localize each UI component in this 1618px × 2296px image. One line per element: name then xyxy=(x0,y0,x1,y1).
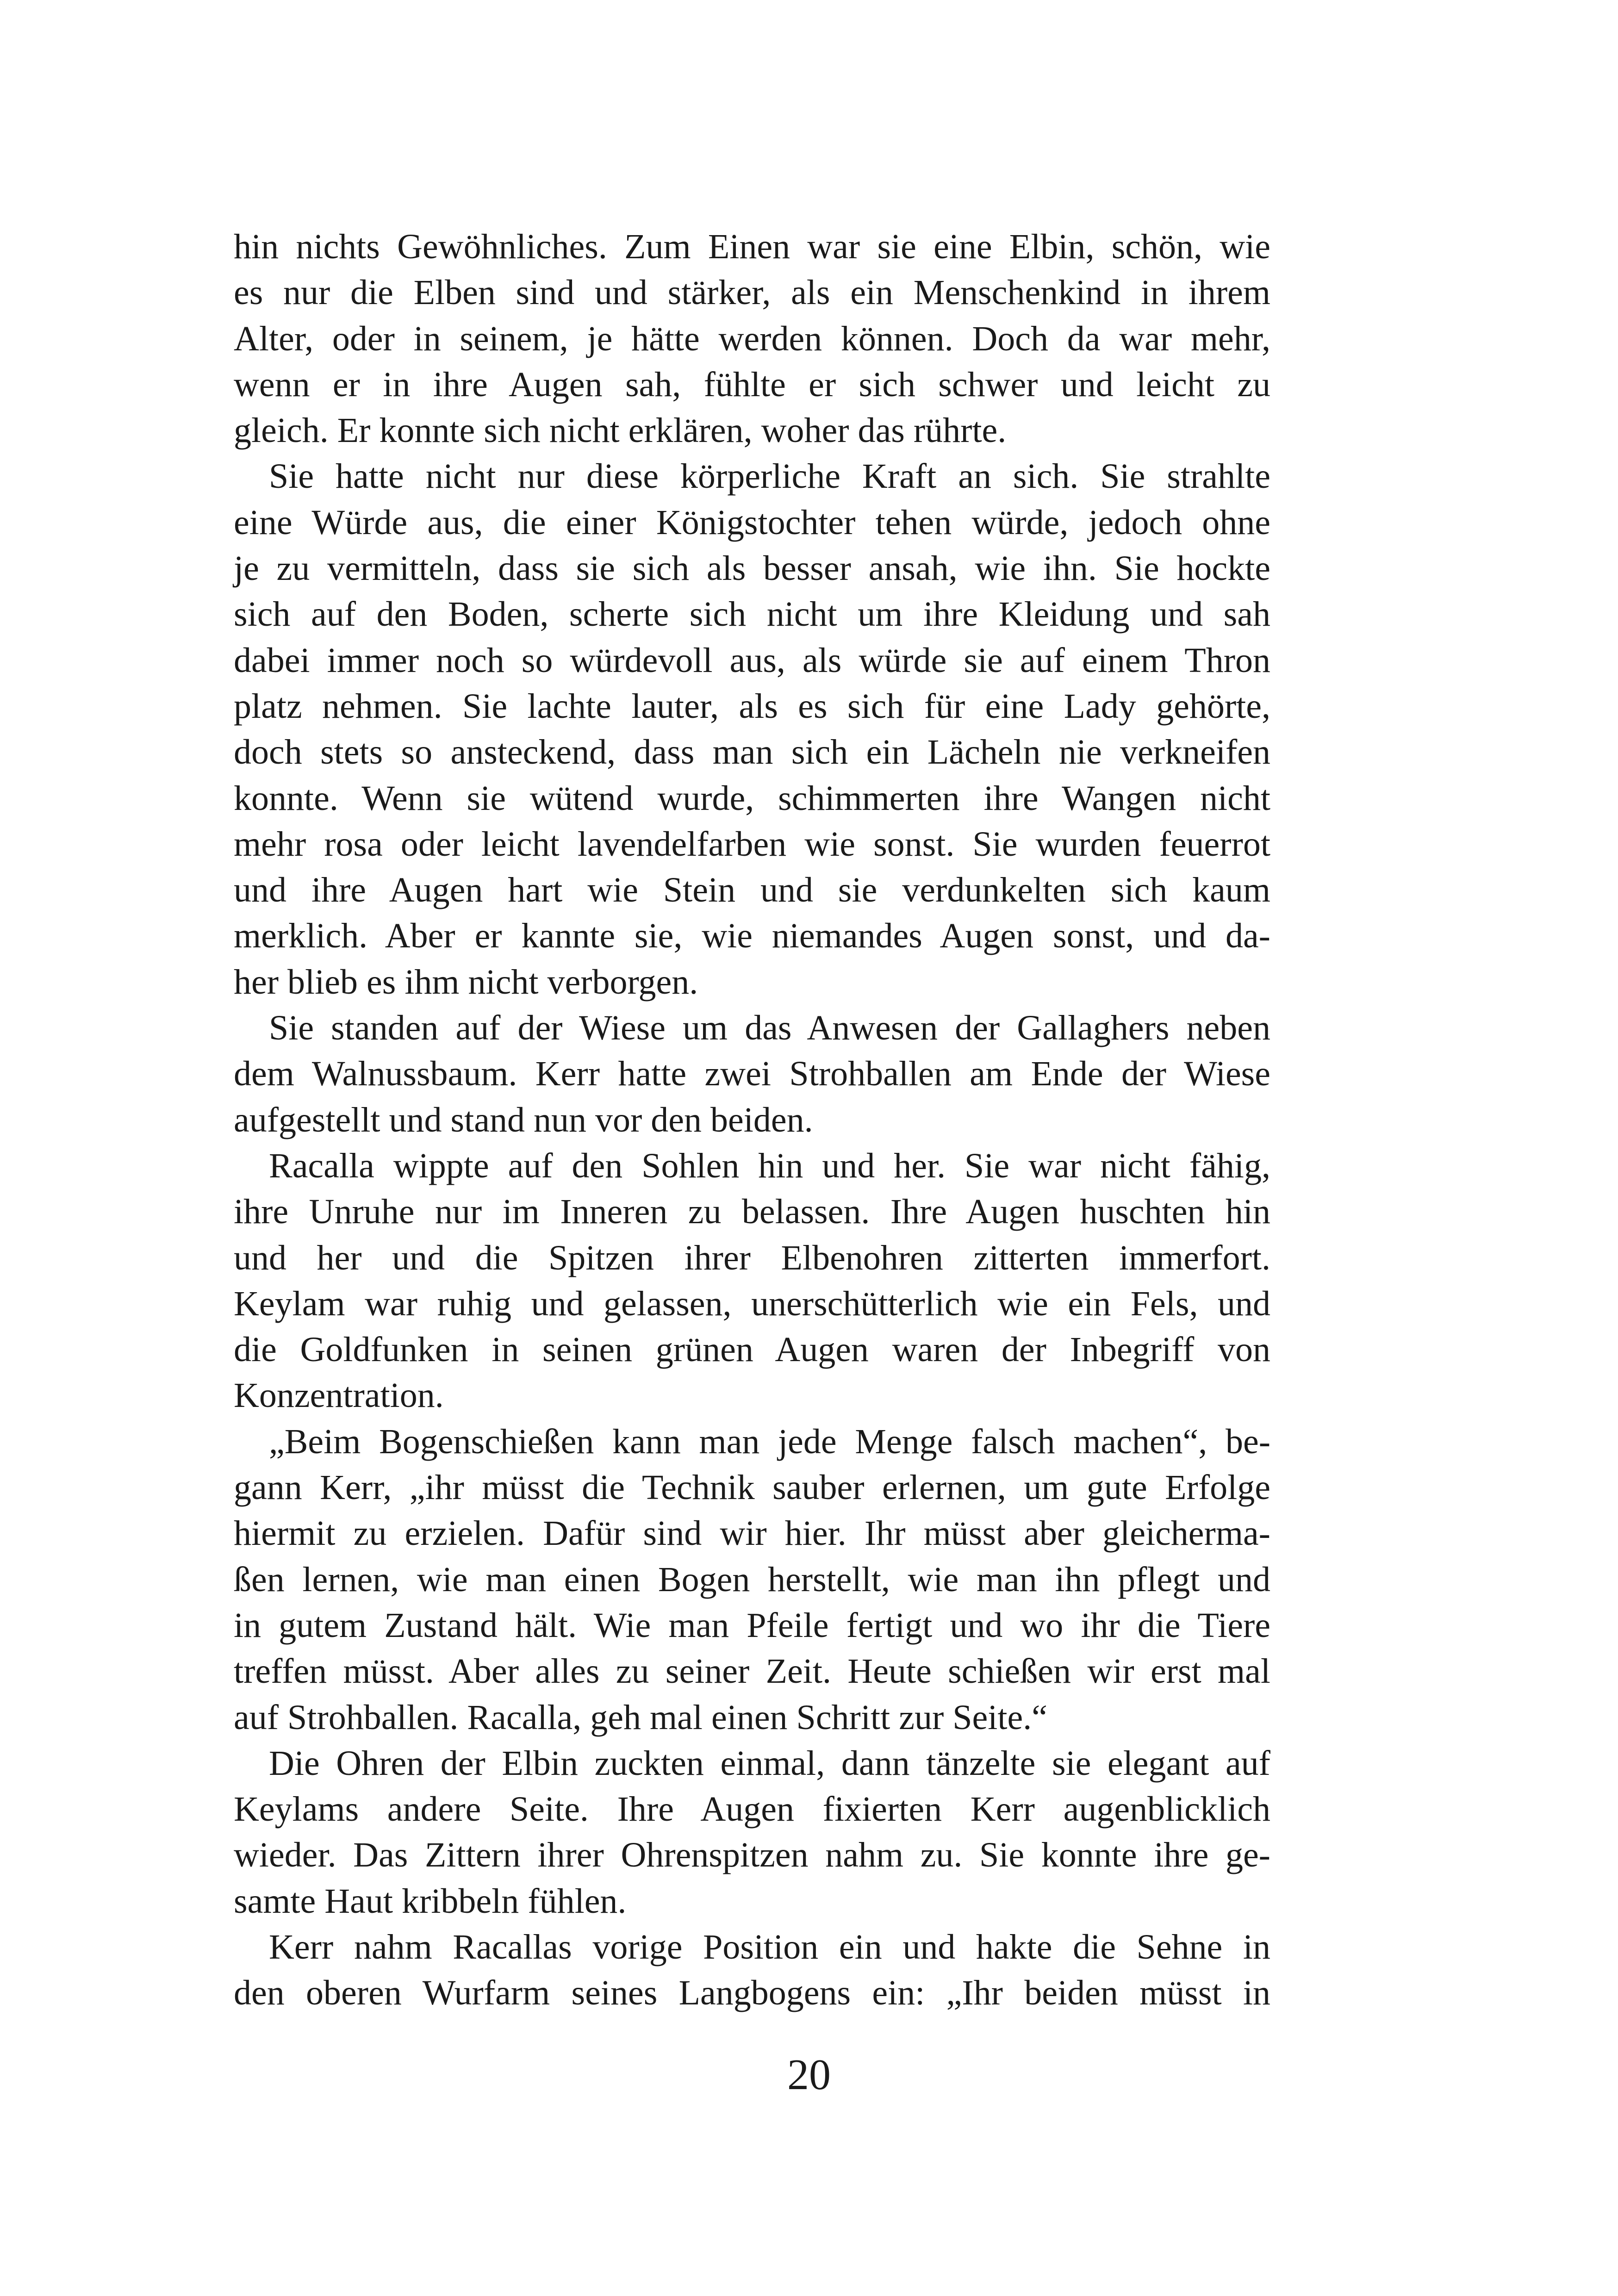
text-line: Die Ohren der Elbin zuckten einmal, dann tänzelte sie elegant auf xyxy=(269,1743,1270,1783)
text-line: mehr rosa oder leicht lavendelfarben wie sonst. Sie wurden feuerrot xyxy=(234,824,1270,864)
text-line: und her und die Spitzen ihrer Elbenohren zitterten immerfort. xyxy=(234,1238,1270,1277)
text-line: aufgestellt und stand nun vor den beiden. xyxy=(234,1100,813,1139)
paragraph-4 xyxy=(234,1143,1270,1419)
text-line: wieder. Das Zittern ihrer Ohrenspitzen nahm zu. Sie konnte ihre ge- xyxy=(234,1836,1270,1875)
text-line: gann Kerr, „ihr müsst die Technik sauber erlernen, um gute Erfolge xyxy=(234,1468,1270,1507)
text-line: treffen müsst. Aber alles zu seiner Zeit. Heute schießen wir erst mal xyxy=(234,1652,1270,1691)
text-line: in gutem Zustand hält. Wie man Pfeile fertigt und wo ihr die Tiere xyxy=(234,1605,1270,1645)
text-line: dabei immer noch so würdevoll aus, als würde sie auf einem Thron xyxy=(234,641,1270,680)
text-line: den oberen Wurfarm seines Langbogens ein: „Ihr beiden müsst in xyxy=(234,1973,1270,2013)
paragraph-6 xyxy=(234,1741,1270,1924)
text-line: sich auf den Boden, scherte sich nicht um ihre Kleidung und sah xyxy=(234,595,1270,634)
text-line: Konzentration. xyxy=(234,1376,444,1415)
text-line: Sie hatte nicht nur diese körperliche Kraft an sich. Sie strahlte xyxy=(269,457,1270,496)
text-line: und ihre Augen hart wie Stein und sie verdunkelten sich kaum xyxy=(234,871,1270,910)
text-line: samte Haut kribbeln fühlen. xyxy=(234,1881,627,1921)
text-line: her blieb es ihm nicht verborgen. xyxy=(234,962,698,1002)
paragraph-5 xyxy=(234,1419,1270,1741)
text-line: je zu vermitteln, dass sie sich als besser ansah, wie ihn. Sie hockte xyxy=(234,549,1270,588)
text-line: ßen lernen, wie man einen Bogen herstellt, wie man ihn pflegt und xyxy=(234,1560,1270,1599)
text-line: die Goldfunken in seinen grünen Augen waren der Inbegriff von xyxy=(234,1330,1270,1369)
text-line: Alter, oder in seinem, je hätte werden können. Doch da war mehr, xyxy=(234,319,1270,358)
paragraph-2 xyxy=(234,454,1270,1005)
text-line: Sie standen auf der Wiese um das Anwesen der Gallaghers neben xyxy=(269,1008,1270,1048)
text-line: gleich. Er konnte sich nicht erklären, woher das rührte. xyxy=(234,411,1007,450)
text-line: auf Strohballen. Racalla, geh mal einen Schritt zur Seite.“ xyxy=(234,1698,1047,1737)
text-line: merklich. Aber er kannte sie, wie niemandes Augen sonst, und da- xyxy=(234,916,1270,956)
paragraph-1 xyxy=(234,224,1270,454)
text-line: ihre Unruhe nur im Inneren zu belassen. Ihre Augen huschten hin xyxy=(234,1192,1270,1232)
text-line: eine Würde aus, die einer Königstochter tehen würde, jedoch ohne xyxy=(234,503,1270,542)
text-line: hiermit zu erzielen. Dafür sind wir hier. Ihr müsst aber gleicherma- xyxy=(234,1514,1270,1553)
body-text xyxy=(234,224,1270,2016)
text-line: es nur die Elben sind und stärker, als ein Menschenkind in ihrem xyxy=(234,273,1270,312)
text-line: konnte. Wenn sie wütend wurde, schimmerten ihre Wangen nicht xyxy=(234,778,1270,818)
text-line: Keylams andere Seite. Ihre Augen fixierten Kerr augenblicklich xyxy=(234,1790,1270,1829)
text-line: dem Walnussbaum. Kerr hatte zwei Strohballen am Ende der Wiese xyxy=(234,1054,1270,1094)
page-number: 20 xyxy=(787,2051,831,2099)
text-line: hin nichts Gewöhnliches. Zum Einen war sie eine Elbin, schön, wie xyxy=(234,227,1270,266)
text-line: „Beim Bogenschießen kann man jede Menge falsch machen“, be- xyxy=(269,1422,1270,1461)
text-line: doch stets so ansteckend, dass man sich ein Lächeln nie verkneifen xyxy=(234,733,1270,772)
text-line: platz nehmen. Sie lachte lauter, als es sich für eine Lady gehörte, xyxy=(234,686,1270,726)
text-line: Racalla wippte auf den Sohlen hin und her. Sie war nicht fähig, xyxy=(269,1146,1270,1185)
paragraph-7 xyxy=(234,1924,1270,2016)
text-line: Kerr nahm Racallas vorige Position ein und hakte die Sehne in xyxy=(269,1927,1270,1966)
text-line: wenn er in ihre Augen sah, fühlte er sich schwer und leicht zu xyxy=(234,365,1270,404)
paragraph-3 xyxy=(234,1005,1270,1143)
text-line: Keylam war ruhig und gelassen, unerschütterlich wie ein Fels, und xyxy=(234,1284,1270,1323)
